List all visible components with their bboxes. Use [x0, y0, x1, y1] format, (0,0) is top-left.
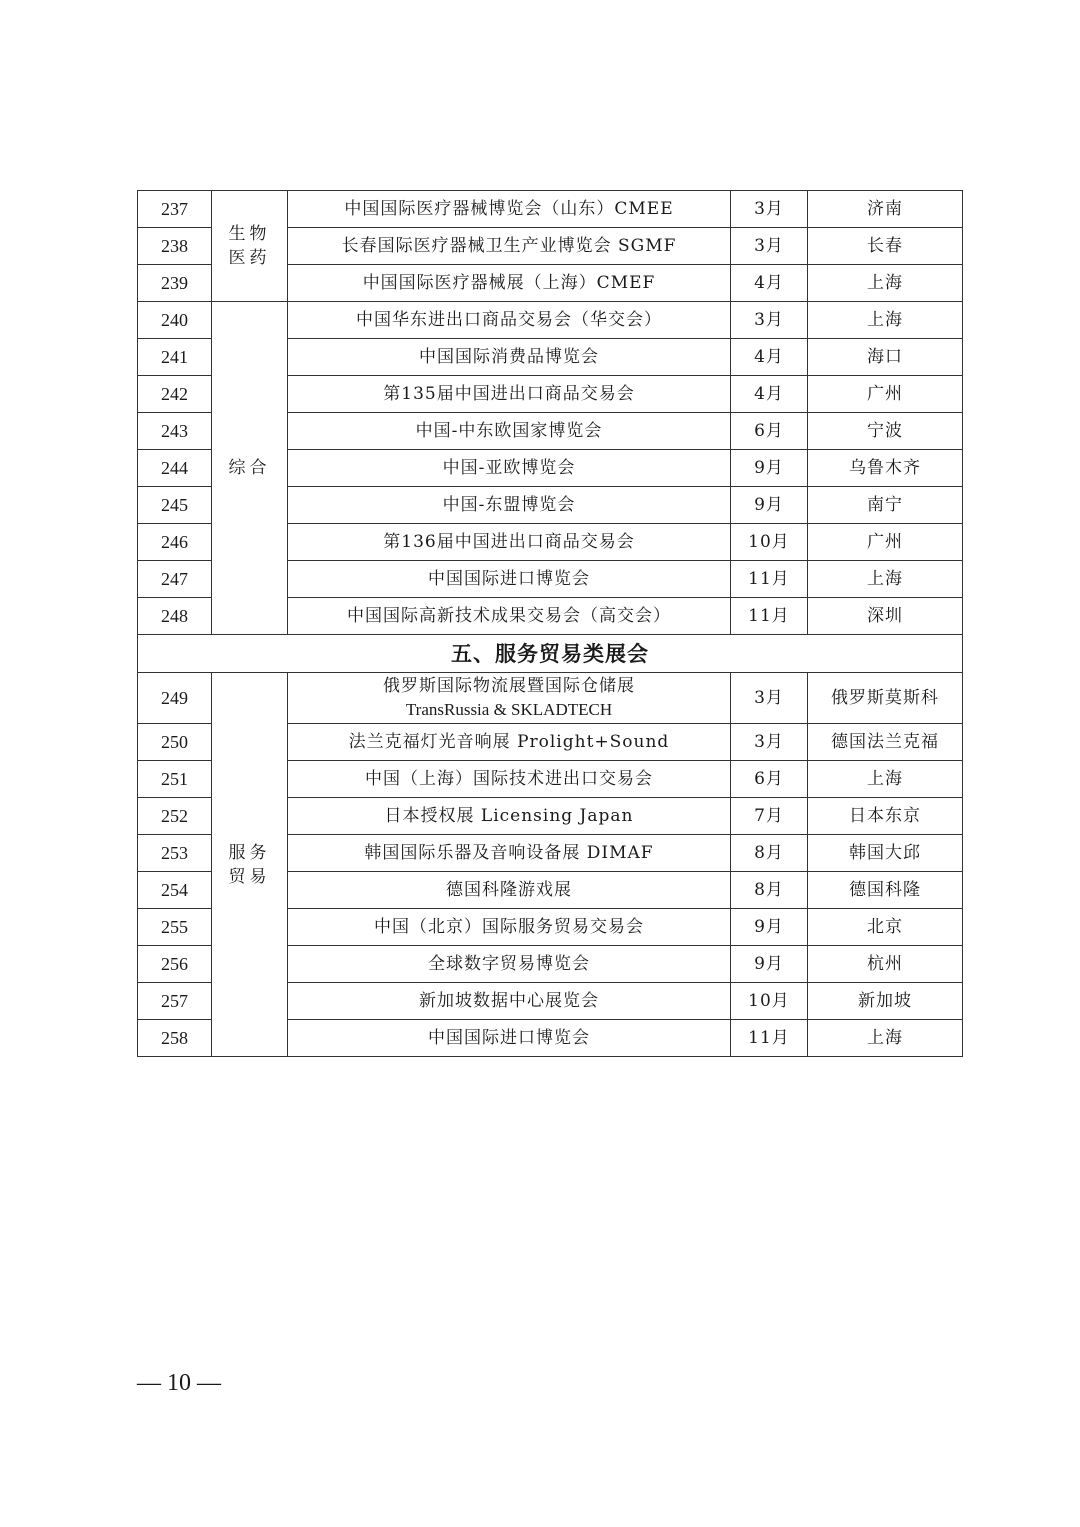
exhibition-name: 中国-中东欧国家博览会: [288, 413, 731, 450]
exhibition-city: 杭州: [808, 946, 963, 983]
exhibition-name: 中国-亚欧博览会: [288, 450, 731, 487]
exhibition-month: 3月: [731, 302, 808, 339]
row-number: 246: [138, 524, 212, 561]
exhibition-city: 广州: [808, 376, 963, 413]
exhibition-table: [137, 190, 963, 1057]
table-row: [138, 302, 963, 339]
exhibition-name: 中国-东盟博览会: [288, 487, 731, 524]
exhibition-name: 中国国际高新技术成果交易会（高交会）: [288, 598, 731, 635]
exhibition-city: 上海: [808, 761, 963, 798]
row-number: 249: [138, 673, 212, 724]
row-number: 240: [138, 302, 212, 339]
row-number: 243: [138, 413, 212, 450]
exhibition-city: 韩国大邱: [808, 835, 963, 872]
row-number: 248: [138, 598, 212, 635]
row-number: 244: [138, 450, 212, 487]
exhibition-city: 济南: [808, 191, 963, 228]
category-cell: [212, 191, 288, 302]
exhibition-month: 10月: [731, 983, 808, 1020]
category-cell: 综合: [212, 302, 288, 635]
exhibition-month: 11月: [731, 561, 808, 598]
exhibition-city: 新加坡: [808, 983, 963, 1020]
exhibition-month: 9月: [731, 946, 808, 983]
row-number: 237: [138, 191, 212, 228]
exhibition-month: 4月: [731, 376, 808, 413]
exhibition-month: 9月: [731, 487, 808, 524]
exhibition-name: 日本授权展 Licensing Japan: [288, 798, 731, 835]
exhibition-city: 宁波: [808, 413, 963, 450]
exhibition-month: 11月: [731, 1020, 808, 1057]
row-number: 256: [138, 946, 212, 983]
exhibition-month: 3月: [731, 191, 808, 228]
exhibition-month: 7月: [731, 798, 808, 835]
row-number: 247: [138, 561, 212, 598]
exhibition-month: 8月: [731, 872, 808, 909]
row-number: 252: [138, 798, 212, 835]
exhibition-city: 德国科隆: [808, 872, 963, 909]
exhibition-city: 上海: [808, 1020, 963, 1057]
exhibition-name: 中国华东进出口商品交易会（华交会）: [288, 302, 731, 339]
category-label: 贸易: [228, 866, 271, 887]
category-label: 医药: [228, 248, 271, 268]
exhibition-name: 中国（北京）国际服务贸易交易会: [288, 909, 731, 946]
exhibition-name-line: 俄罗斯国际物流展暨国际仓储展: [383, 676, 635, 696]
exhibition-month: 3月: [731, 673, 808, 724]
exhibition-city: 南宁: [808, 487, 963, 524]
exhibition-name: 全球数字贸易博览会: [288, 946, 731, 983]
exhibition-name: 法兰克福灯光音响展 Prolight+Sound: [288, 724, 731, 761]
exhibition-name: 中国国际进口博览会: [288, 561, 731, 598]
exhibition-city: 北京: [808, 909, 963, 946]
row-number: 251: [138, 761, 212, 798]
exhibition-month: 10月: [731, 524, 808, 561]
exhibition-month: 3月: [731, 228, 808, 265]
row-number: 245: [138, 487, 212, 524]
exhibition-name: 中国国际进口博览会: [288, 1020, 731, 1057]
exhibition-city: 海口: [808, 339, 963, 376]
exhibition-name: 新加坡数据中心展览会: [288, 983, 731, 1020]
exhibition-city: 上海: [808, 561, 963, 598]
row-number: 257: [138, 983, 212, 1020]
exhibition-name: [288, 673, 731, 724]
row-number: 239: [138, 265, 212, 302]
row-number: 255: [138, 909, 212, 946]
exhibition-city: 深圳: [808, 598, 963, 635]
row-number: 254: [138, 872, 212, 909]
exhibition-month: 3月: [731, 724, 808, 761]
exhibition-name: 中国（上海）国际技术进出口交易会: [288, 761, 731, 798]
row-number: 241: [138, 339, 212, 376]
row-number: 242: [138, 376, 212, 413]
row-number: 238: [138, 228, 212, 265]
exhibition-month: 6月: [731, 761, 808, 798]
exhibition-month: 9月: [731, 909, 808, 946]
category-label: 生物: [228, 224, 271, 244]
exhibition-name: 中国国际医疗器械展（上海）CMEF: [288, 265, 731, 302]
section-heading-row: [138, 635, 963, 673]
exhibition-name-line: TransRussia & SKLADTECH: [405, 700, 613, 719]
exhibition-name: 长春国际医疗器械卫生产业博览会 SGMF: [288, 228, 731, 265]
row-number: 250: [138, 724, 212, 761]
exhibition-name: 第136届中国进出口商品交易会: [288, 524, 731, 561]
exhibition-month: 4月: [731, 265, 808, 302]
exhibition-city: 上海: [808, 302, 963, 339]
exhibition-city: 乌鲁木齐: [808, 450, 963, 487]
category-label: 服务: [228, 842, 271, 863]
exhibition-month: 4月: [731, 339, 808, 376]
table-row: [138, 673, 963, 724]
exhibition-month: 6月: [731, 413, 808, 450]
row-number: 258: [138, 1020, 212, 1057]
section-heading: 五、服务贸易类展会: [138, 635, 963, 673]
exhibition-city: 德国法兰克福: [808, 724, 963, 761]
exhibition-month: 11月: [731, 598, 808, 635]
page-number: — 10 —: [137, 1370, 221, 1396]
category-cell: [212, 673, 288, 1057]
exhibition-city: 广州: [808, 524, 963, 561]
exhibition-city: 上海: [808, 265, 963, 302]
exhibition-city: 长春: [808, 228, 963, 265]
exhibition-month: 8月: [731, 835, 808, 872]
exhibition-city: 俄罗斯莫斯科: [808, 673, 963, 724]
row-number: 253: [138, 835, 212, 872]
exhibition-name: 韩国国际乐器及音响设备展 DIMAF: [288, 835, 731, 872]
exhibition-city: 日本东京: [808, 798, 963, 835]
exhibition-name: 中国国际医疗器械博览会（山东）CMEE: [288, 191, 731, 228]
table-row: [138, 191, 963, 228]
exhibition-name: 中国国际消费品博览会: [288, 339, 731, 376]
exhibition-name: 德国科隆游戏展: [288, 872, 731, 909]
exhibition-name: 第135届中国进出口商品交易会: [288, 376, 731, 413]
exhibition-month: 9月: [731, 450, 808, 487]
